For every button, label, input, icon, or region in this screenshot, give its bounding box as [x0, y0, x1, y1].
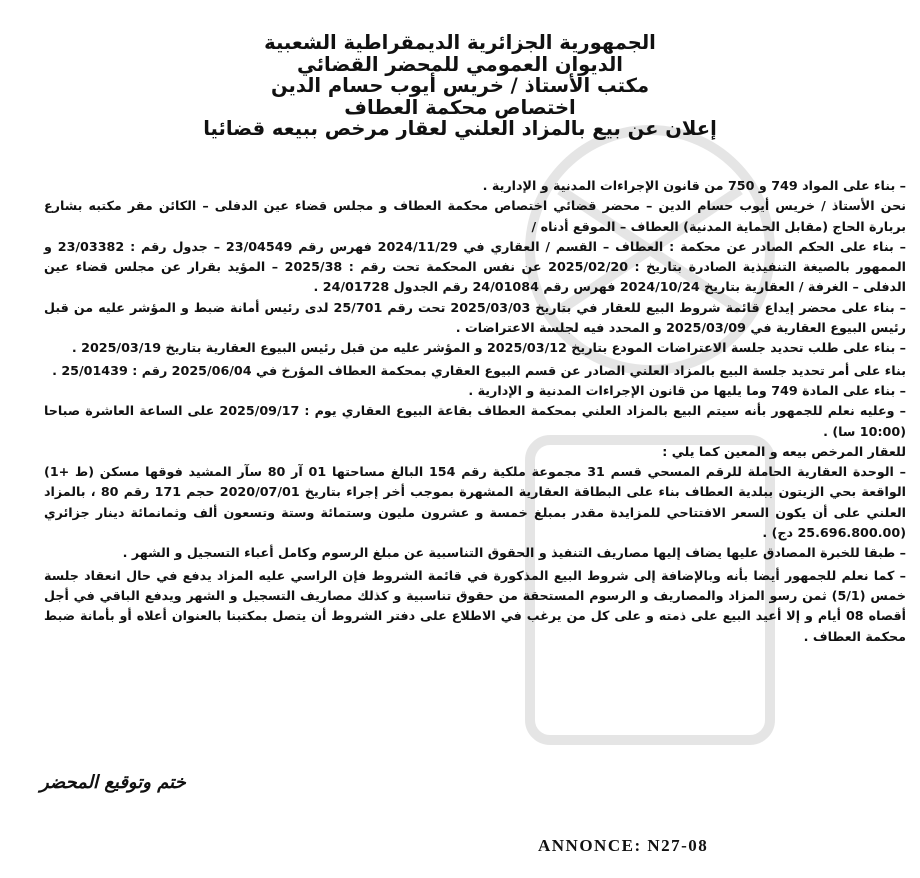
paragraph: بناء على أمر تحديد جلسة البيع بالمزاد العلني الصادر عن قسم البيوع العقاري بمحكمة العطاف المؤرخ في 2025/06/04 رقم : 25/01439 . [52, 362, 906, 378]
paragraph: – بناء على المادة 749 وما يليها من قانون الإجراءات المدنية و الإدارية . [468, 382, 906, 398]
signature-line: ختم وتوقيع المحضر [40, 772, 186, 793]
paragraph: – بناء على المواد 749 و 750 من قانون الإجراءات المدنية و الإدارية . [482, 178, 906, 193]
header-country: الجمهورية الجزائرية الديمقراطية الشعبية [264, 31, 656, 54]
notice-header [0, 32, 920, 140]
paragraph: نحن الأستاذ / خريس أيوب حسام الدين – محضر قضائي اختصاص محكمة العطاف و مجلس قضاء عين الدفلى – الكائن مقر مكتبه بشارع بربارة الحاج (مقابل الحماية المدنية) العطاف – الموقع أدناه / [44, 198, 906, 234]
header-notice-title: إعلان عن بيع بالمزاد العلني لعقار مرخص ببيعه قضائيا [203, 117, 717, 141]
paragraph: – طبقا للخبرة المصادق عليها يضاف إليها مصاريف التنفيذ و الحقوق التناسبية عن مبلغ الرسوم وكامل أعباء التسجيل و الشهر . [122, 545, 906, 561]
paragraph: – وعليه نعلم للجمهور بأنه سيتم البيع بالمزاد العلني بمحكمة العطاف بقاعة البيوع العقاري يوم : 2025/09/17 على الساعة العاشرة صباحا (10:00 سا) . [44, 403, 906, 439]
paragraph: – بناء على محضر إيداع قائمة شروط البيع للعقار في بتاريخ 2025/03/03 تحت رقم 25/701 لدى رئيس أمانة ضبط و المؤشر عليه من قبل رئيس البيوع العقارية في 2025/03/09 و المحدد فيه لجلسة الاعتراضات . [44, 299, 906, 336]
header-office: الديوان العمومي للمحضر القضائي [296, 52, 623, 76]
paragraph: – بناء على الحكم الصادر عن محكمة : العطاف – القسم / العقاري في 2024/11/29 فهرس رقم 23/04549 – جدول رقم : 23/03382 و الممهور بالصيغة التنفيذية الصادرة بتاريخ : 2025/02/20 عن نفس المحكمة تحت رقم : 2025/38 – المؤيد بقرار عن مجلس قضاء عين الدفلى – الغرفة / العقارية بتاريخ 2024/10/24 فهرس رقم 24/01084 رقم الجدول 24/01728 . [44, 238, 906, 295]
annonce-number: ANNONCE: N27-08 [538, 836, 709, 855]
header-bailiff: مكتب الأستاذ / خريس أيوب حسام الدين [270, 74, 650, 98]
paragraph: – كما نعلم للجمهور أيضا بأنه وبالإضافة إلى شروط البيع المذكورة في قائمة الشروط فإن الراسي عليه المزاد يدفع في حال انعقاد جلسة خمس (5/1) ثمن رسو المزاد والمصاريف و الرسوم المستحقة من حقوق تناسبية و كذلك مصاريف التسجيل و الشهر ويدفع الباقي في أجل أقصاه 08 أيام و إلا أعيد البيع على ذمته و على كل من يرغب في الاطلاع على دفتر الشروط أن يتصل بمكتبنا بالعنوان أعلاه أو بأمانة ضبط محكمة العطاف . [44, 567, 906, 644]
paragraph: – بناء على طلب تحديد جلسة الاعتراضات المودع بتاريخ 2025/03/12 و المؤشر عليه من قبل رئيس البيوع العقارية بتاريخ 2025/03/19 . [71, 340, 906, 356]
notice-body [44, 176, 906, 647]
paragraph: للعقار المرخص بيعه و المعين كما يلي : [662, 443, 906, 459]
paragraph: – الوحدة العقارية الحاملة للرقم المسحي قسم 31 مجموعة ملكية رقم 154 البالغ مساحتها 01 آر 80 سآر المشيد فوقها مسكن (ط +1) الواقعة بحي الزيتون ببلدية العطاف بناء على البطاقة العقارية المشهرة بموجب أخر إجراء بتاريخ 2020/07/01 حجم 171 رقم 80 ، بالمزاد العلني على أن يكون السعر الافتتاحي للمزايدة مقدر بمبلغ خمسة و عشرون مليون وستمائة وستة وتسعون ألف وثمانمائة دينار جزائري (25.696.800.00 دج) . [44, 464, 907, 541]
header-jurisdiction: اختصاص محكمة العطاف [344, 95, 576, 119]
